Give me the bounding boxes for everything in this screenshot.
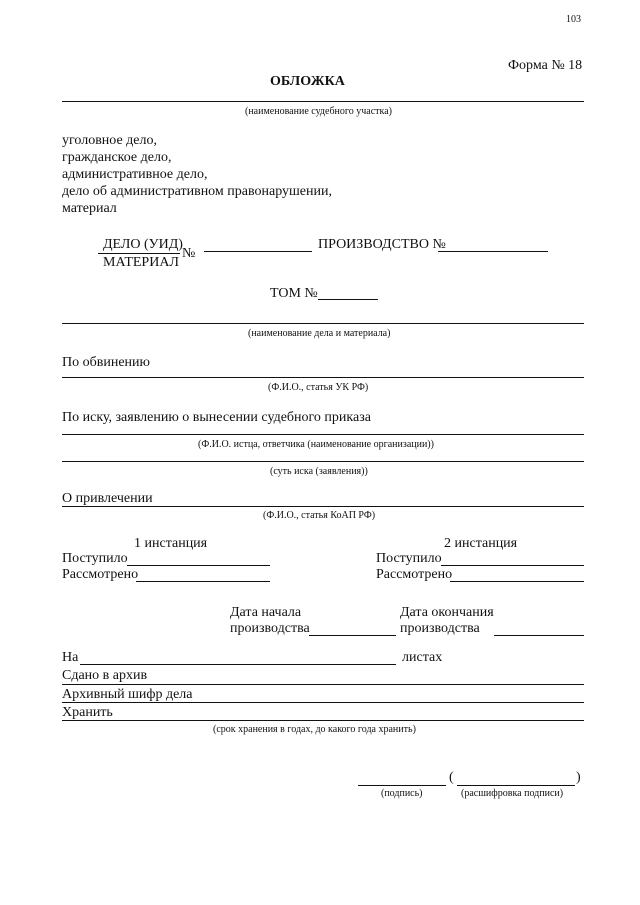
accusation-caption: (Ф.И.О., статья УК РФ) <box>268 382 369 393</box>
keep-caption: (срок хранения в годах, до какого года хранить) <box>213 724 416 735</box>
start-date-field[interactable] <box>309 635 396 636</box>
decoding-open-paren: ( <box>449 770 454 785</box>
decoding-caption: (расшифровка подписи) <box>461 788 564 799</box>
case-name-caption: (наименование дела и материала) <box>248 328 391 339</box>
instance2-received-field[interactable] <box>441 565 584 566</box>
case-denominator-label: МАТЕРИАЛ <box>103 255 179 270</box>
claim-label: По иску, заявлению о вынесении судебного приказа <box>62 410 371 425</box>
decoding-field[interactable] <box>457 785 575 786</box>
instance1-considered-field[interactable] <box>136 581 270 582</box>
accusation-label: По обвинению <box>62 355 150 370</box>
decoding-close-paren: ) <box>576 770 581 785</box>
liability-label: О привлечении <box>62 491 153 506</box>
case-type-offense: дело об административном правонарушении, <box>62 184 332 199</box>
claim-essence-caption: (суть иска (заявления)) <box>270 466 368 477</box>
sheets-label: листах <box>402 650 443 665</box>
accusation-line[interactable] <box>62 377 584 378</box>
archive-cipher-label: Архивный шифр дела <box>62 687 193 702</box>
instance1-received-field[interactable] <box>127 565 270 566</box>
claim-parties-caption: (Ф.И.О. истца, ответчика (наименование организации)) <box>198 439 434 450</box>
form-number: Форма № 18 <box>508 58 583 73</box>
instance1-title: 1 инстанция <box>134 536 208 551</box>
liability-line[interactable] <box>62 506 584 507</box>
case-name-line[interactable] <box>62 323 584 324</box>
archive-cipher-line[interactable] <box>62 702 584 703</box>
case-type-material: материал <box>62 201 117 216</box>
signature-field[interactable] <box>358 785 446 786</box>
liability-caption: (Ф.И.О., статья КоАП РФ) <box>263 510 376 521</box>
court-name-line[interactable] <box>62 101 584 102</box>
start-date-label-line1: Дата начала <box>230 605 302 620</box>
production-number-field[interactable] <box>438 251 548 252</box>
keep-line[interactable] <box>62 720 584 721</box>
case-numerator-label: ДЕЛО (УИД) <box>103 237 183 252</box>
instance1-received-label: Поступило <box>62 551 128 566</box>
case-type-civil: гражданское дело, <box>62 150 172 165</box>
claim-essence-line[interactable] <box>62 461 584 462</box>
signature-caption: (подпись) <box>381 788 423 799</box>
case-type-administrative: административное дело, <box>62 167 208 182</box>
volume-number-field[interactable] <box>318 299 378 300</box>
fraction-bar <box>98 253 180 254</box>
instance1-considered-label: Рассмотрено <box>62 567 139 582</box>
keep-label: Хранить <box>62 705 113 720</box>
end-date-label-line1: Дата окончания <box>400 605 494 620</box>
end-date-label-line2: производства <box>400 621 480 636</box>
end-date-field[interactable] <box>494 635 584 636</box>
page-number: 103 <box>566 14 581 25</box>
claim-parties-line[interactable] <box>62 434 584 435</box>
court-name-caption: (наименование судебного участка) <box>245 106 393 117</box>
start-date-label-line2: производства <box>230 621 310 636</box>
instance2-considered-field[interactable] <box>450 581 584 582</box>
page-title: ОБЛОЖКА <box>270 74 345 89</box>
sheets-count-field[interactable] <box>80 664 396 665</box>
case-type-criminal: уголовное дело, <box>62 133 158 148</box>
volume-label: ТОМ № <box>270 286 318 301</box>
sheets-on-label: На <box>62 650 79 665</box>
case-number-sign: № <box>182 246 196 261</box>
instance2-title: 2 инстанция <box>444 536 518 551</box>
case-number-field[interactable] <box>204 251 312 252</box>
archive-submitted-line[interactable] <box>62 684 584 685</box>
instance2-received-label: Поступило <box>376 551 442 566</box>
archive-submitted-label: Сдано в архив <box>62 668 148 683</box>
production-label: ПРОИЗВОДСТВО № <box>318 237 446 252</box>
instance2-considered-label: Рассмотрено <box>376 567 453 582</box>
